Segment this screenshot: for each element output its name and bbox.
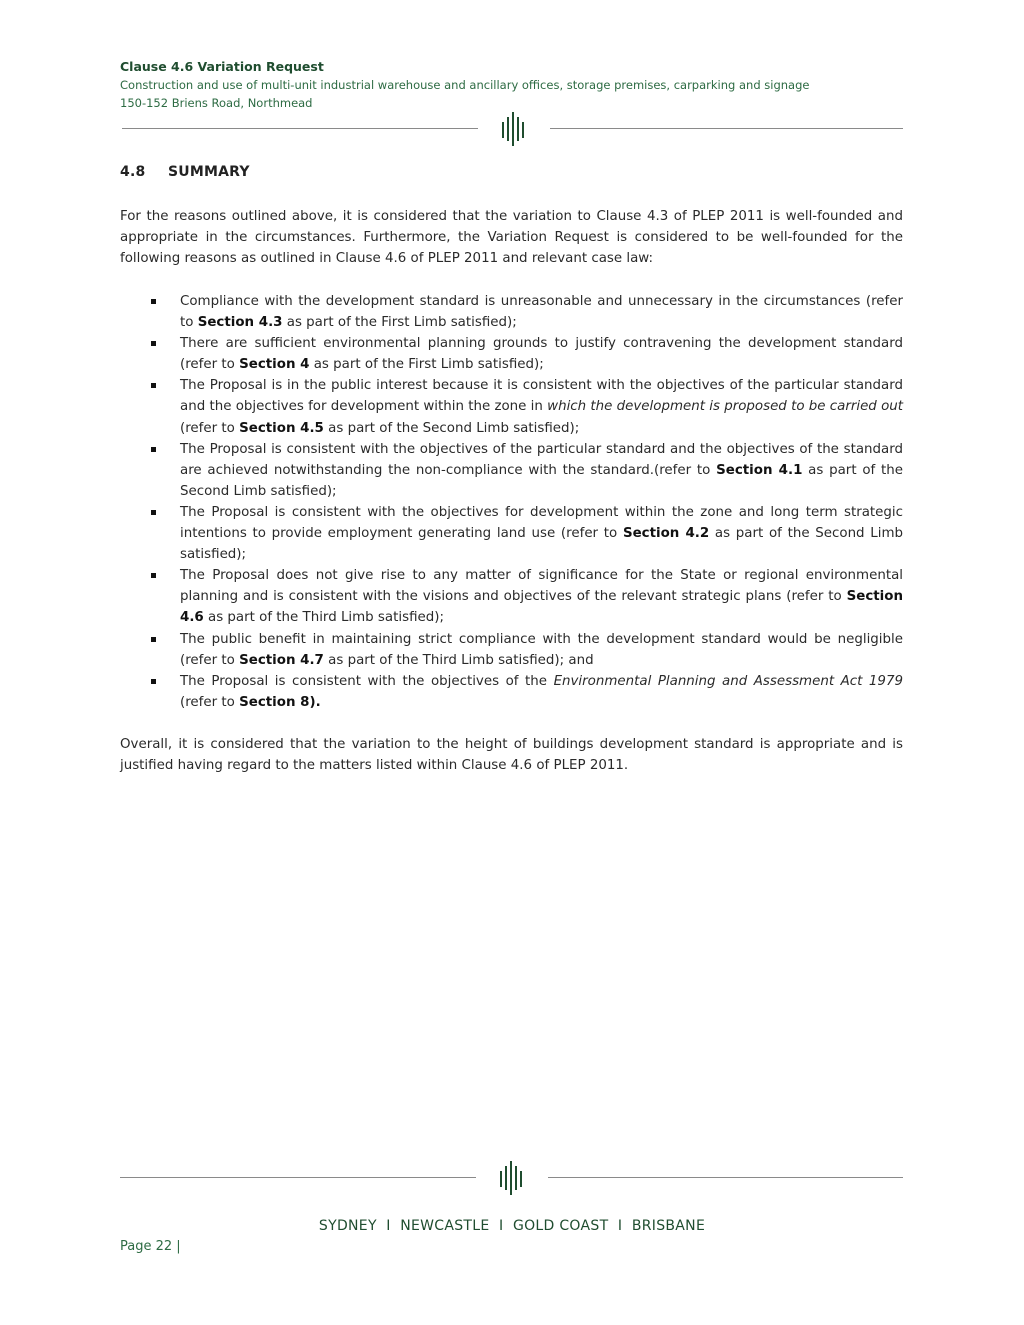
list-item: The Proposal is consistent with the objectives of the Environmental Planning and Assessment Act 1979 (refer to Section 8). bbox=[120, 671, 903, 713]
list-item: Compliance with the development standard is unreasonable and unnecessary in the circumstances (refer to Section 4.3 as part of the First Limb satisfied); bbox=[120, 291, 903, 333]
company-logo-icon bbox=[502, 112, 526, 146]
list-item: The Proposal does not give rise to any matter of significance for the State or regional environmental planning and is consistent with the visions and objectives of the relevant strategic plans (refer to Section 4.6 as part of the Third Limb satisfied); bbox=[120, 565, 903, 628]
section-title: SUMMARY bbox=[168, 164, 250, 180]
footer-rule-left bbox=[120, 1177, 476, 1178]
list-item: The Proposal is in the public interest because it is consistent with the objectives of the particular standard and the objectives for development within the zone in which the development is proposed to be carried out (refer to Section 4.5 as part of the Second Limb satisfied); bbox=[120, 375, 903, 438]
conclusion-paragraph: Overall, it is considered that the variation to the height of buildings development standard is appropriate and is justified having regard to the matters listed within Clause 4.6 of PLEP 2011. bbox=[120, 737, 903, 774]
document-title: Clause 4.6 Variation Request bbox=[120, 59, 324, 74]
footer-rule-right bbox=[548, 1177, 903, 1178]
document-address: 150-152 Briens Road, Northmead bbox=[120, 96, 313, 110]
reasons-list bbox=[120, 291, 903, 713]
section-heading bbox=[120, 164, 250, 180]
header-rule-left bbox=[122, 128, 478, 129]
list-item: The Proposal is consistent with the objectives of the particular standard and the objectives of the standard are achieved notwithstanding the non-compliance with the standard.(refer to Section 4.1 as part of the Second Limb satisfied); bbox=[120, 439, 903, 502]
page-number: Page 22 | bbox=[120, 1239, 181, 1254]
list-item: The Proposal is consistent with the objectives for development within the zone and long term strategic intentions to provide employment generating land use (refer to Section 4.2 as part of the Second Limb satisfied); bbox=[120, 502, 903, 565]
list-item: The public benefit in maintaining strict compliance with the development standard would be negligible (refer to Section 4.7 as part of the Third Limb satisfied); and bbox=[120, 629, 903, 671]
section-number: 4.8 bbox=[120, 164, 146, 180]
header-rule-right bbox=[550, 128, 903, 129]
document-subtitle: Construction and use of multi-unit industrial warehouse and ancillary offices, storage premises, carparking and signage bbox=[120, 78, 810, 92]
office-locations: SYDNEY I NEWCASTLE I GOLD COAST I BRISBANE bbox=[318, 1218, 706, 1234]
page-header bbox=[120, 58, 910, 112]
intro-paragraph: For the reasons outlined above, it is considered that the variation to Clause 4.3 of PLEP 2011 is well-founded and appropriate in the circumstances. Furthermore, the Variation Request is considered to be well-founded for the following reasons as outlined in Clause 4.6 of PLEP 2011 and relevant case law: bbox=[120, 209, 903, 267]
footer-logo-icon bbox=[500, 1161, 524, 1195]
list-item: There are sufficient environmental planning grounds to justify contravening the development standard (refer to Section 4 as part of the First Limb satisfied); bbox=[120, 333, 903, 375]
